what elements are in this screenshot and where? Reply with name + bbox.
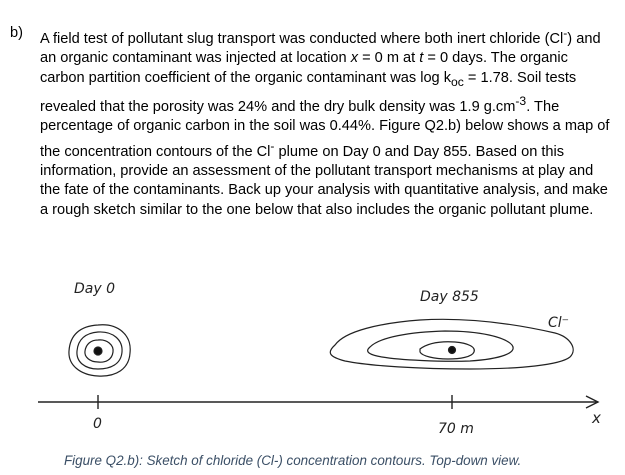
- day855-contour-inner: [420, 342, 474, 359]
- chloride-label: Cl⁻: [548, 315, 570, 331]
- x-variable: x: [350, 50, 359, 67]
- t-variable: t: [419, 50, 424, 67]
- question-text-part: = 0 m at: [358, 50, 420, 67]
- day855-peak-point: [449, 347, 456, 354]
- koc-subscript: oc: [451, 74, 464, 89]
- day0-plume: [69, 325, 130, 376]
- origin-tick-label: 0: [93, 416, 102, 432]
- plume-sketch: [0, 265, 625, 445]
- question-text-part: ) and an organic contaminant was injected at location: [40, 30, 601, 67]
- day855-plume: [330, 319, 573, 369]
- density-unit-sup: -3: [515, 93, 527, 108]
- chloride-charge-sup: -: [563, 26, 568, 40]
- question-text-part: plume on Day 0 and Day 855. Based on this information, provide an assessment of the pollutant transport mechanisms at play and the fate of the contaminants. Back up your analysis with quantitative analysis, and make a rough sketch similar to the one below that also includes the organic pollutant plume.: [40, 143, 608, 218]
- day0-source-point: [94, 347, 102, 355]
- question-text-part: A field test of pollutant slug transport was conducted where both inert chloride (Cl: [40, 30, 564, 47]
- figure-caption: Figure Q2.b): Sketch of chloride (Cl-) concentration contours. Top-down view.: [64, 453, 522, 468]
- day0-label: Day 0: [74, 281, 116, 297]
- x-axis: [38, 395, 598, 409]
- question-text-part: = 0 days. The organic carbon partition coefficient of the organic contaminant was log k: [40, 50, 568, 86]
- question-label: b): [10, 25, 23, 41]
- distance-tick-label: 70 m: [438, 421, 474, 437]
- chloride-charge-sup: -: [270, 138, 275, 153]
- question-text: [40, 24, 615, 220]
- question-text-part: = 1.78. Soil tests revealed that the porosity was 24% and the dry bulk density was 1.9 g.cm: [40, 69, 577, 115]
- question-b: [10, 24, 615, 220]
- day855-label: Day 855: [420, 289, 479, 305]
- x-axis-label: x: [592, 409, 601, 427]
- day855-contour-mid: [368, 331, 514, 361]
- question-text-part: . The percentage of organic carbon in the soil was 0.44%. Figure Q2.b) below shows a map of the concentration contours of the Cl: [40, 98, 610, 160]
